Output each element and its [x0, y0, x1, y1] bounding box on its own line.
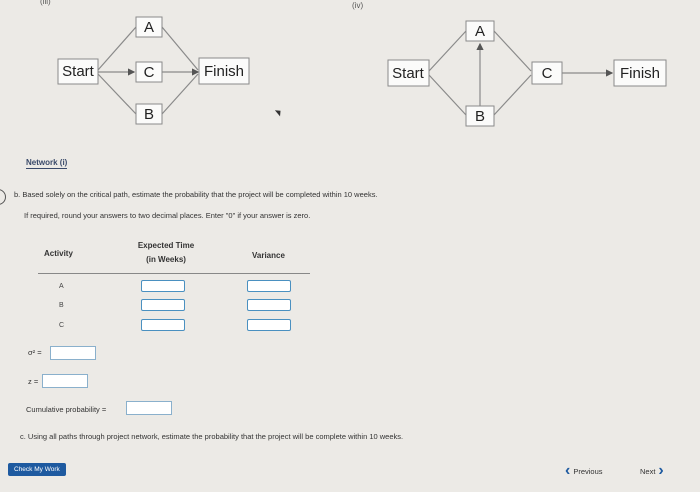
row-label-b: B — [59, 302, 64, 309]
col-header-expected-line1: Expected Time — [137, 241, 195, 250]
expected-time-a-input[interactable] — [141, 280, 185, 292]
node-c-iv-label: C — [541, 65, 553, 82]
variance-a-input[interactable] — [247, 280, 291, 292]
network-iii-node-a — [136, 17, 162, 37]
question-c: c. Using all paths through project network, estimate the probability that the project will be complete within 10 weeks. — [20, 432, 404, 441]
node-finish-iv-label: Finish — [619, 65, 661, 82]
col-header-expected-line2: (in Weeks) — [146, 255, 186, 264]
check-my-work-button[interactable]: Check My Work — [8, 463, 66, 476]
edge-b-finish — [162, 74, 198, 114]
network-iii-node-finish — [199, 58, 249, 84]
node-finish-label: Finish — [203, 63, 245, 80]
z-label: z = — [28, 377, 39, 386]
question-b: b. Based solely on the critical path, estimate the probability that the project will be completed within 10 weeks. — [14, 190, 378, 199]
network-iii-node-start — [58, 59, 98, 84]
node-b-label: B — [143, 106, 155, 123]
node-c-label: C — [143, 64, 155, 81]
network-iv-node-c — [532, 62, 562, 84]
network-iv-node-a — [466, 21, 494, 41]
network-iv-node-start — [388, 60, 429, 86]
network-label: Network (i) — [26, 158, 68, 167]
edge-a-finish — [162, 27, 198, 70]
network-iv-node-finish — [614, 60, 666, 86]
next-button[interactable] — [640, 462, 664, 479]
edge-start-b-iv — [429, 75, 466, 115]
z-input[interactable] — [42, 374, 88, 388]
sigma-squared-label: σ² = — [28, 348, 42, 357]
node-start-iv-label: Start — [392, 65, 424, 82]
network-iv-node-b — [466, 106, 494, 126]
node-b-iv-label: B — [474, 108, 486, 125]
chevron-left-icon: ‹ — [565, 462, 571, 479]
radio-indicator-icon — [0, 189, 6, 205]
node-start-label: Start — [62, 63, 94, 80]
col-header-activity: Activity — [44, 249, 73, 258]
edge-start-a — [98, 27, 136, 70]
variance-c-input[interactable] — [247, 319, 291, 331]
row-label-a: A — [59, 283, 64, 290]
edge-start-a-iv — [429, 31, 466, 71]
sigma-squared-input[interactable] — [50, 346, 96, 360]
diagram-label-iii: (iii) — [40, 0, 51, 6]
col-header-expected — [128, 241, 204, 264]
node-a-label: A — [143, 19, 155, 36]
previous-button[interactable] — [565, 462, 603, 479]
network-iii-node-c — [136, 62, 162, 82]
chevron-right-icon: › — [658, 462, 664, 479]
edge-start-b — [98, 74, 136, 114]
row-label-c: C — [59, 322, 65, 329]
previous-label: Previous — [573, 466, 603, 476]
node-a-iv-label: A — [474, 23, 486, 40]
edge-a-c-iv — [494, 31, 531, 71]
expected-time-c-input[interactable] — [141, 319, 185, 331]
col-header-variance: Variance — [252, 251, 285, 260]
expected-time-b-input[interactable] — [141, 299, 185, 311]
cumulative-probability-label: Cumulative probability = — [26, 405, 107, 414]
variance-b-input[interactable] — [247, 299, 291, 311]
next-label: Next — [640, 466, 656, 476]
edge-b-c-iv — [494, 75, 531, 115]
network-iii-node-b — [136, 104, 162, 124]
instruction-text: If required, round your answers to two decimal places. Enter "0" if your answer is zero. — [24, 211, 311, 220]
diagram-label-iv: (iv) — [352, 1, 364, 10]
cumulative-probability-input[interactable] — [126, 401, 172, 415]
network-iv-edges — [429, 31, 612, 115]
network-diagrams — [0, 0, 700, 140]
table-header-divider — [38, 273, 310, 274]
